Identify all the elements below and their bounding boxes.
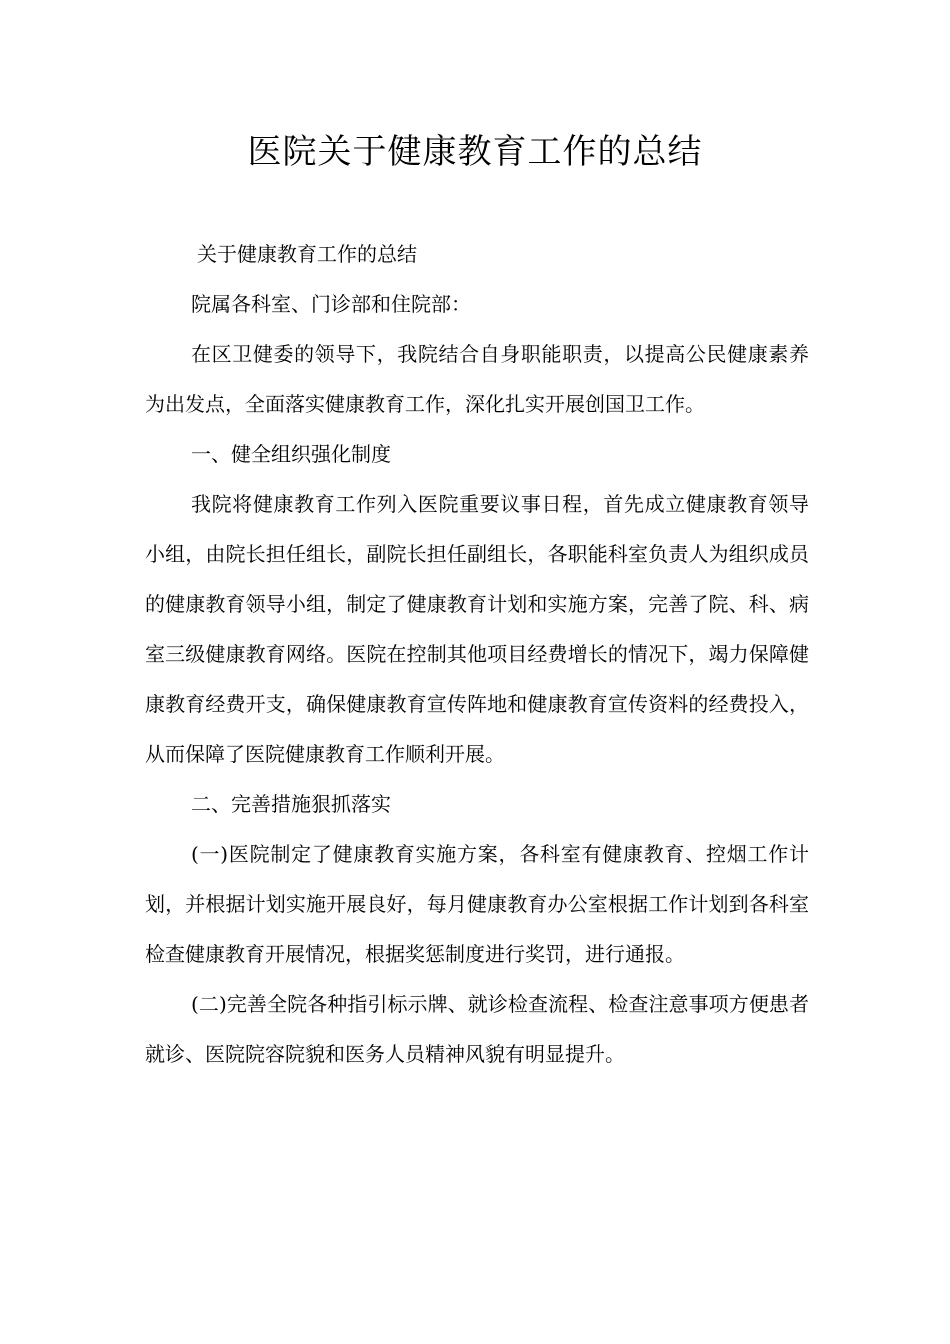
document-body — [145, 229, 809, 1079]
section-1-paragraph: 我院将健康教育工作列入医院重要议事日程，首先成立健康教育领导小组，由院长担任组长，副院长担任副组长，各职能科室负责人为组织成员的健康教育领导小组，制定了健康教育计划和实施方案，完善了院、科、病室三级健康教育网络。医院在控制其他项目经费增长的情况下，竭力保障健康教育经费开支，确保健康教育宣传阵地和健康教育宣传资料的经费投入，从而保障了医院健康教育工作顺利开展。 — [145, 492, 809, 766]
subtitle-paragraph: 关于健康教育工作的总结 — [197, 242, 417, 266]
intro-paragraph: 在区卫健委的领导下，我院结合自身职能职责，以提高公民健康素养为出发点，全面落实健康教育工作，深化扎实开展创国卫工作。 — [145, 342, 809, 416]
section-heading-1: 一、健全组织强化制度 — [191, 442, 391, 466]
salutation-paragraph: 院属各科室、门诊部和住院部： — [191, 292, 471, 316]
document-title: 医院关于健康教育工作的总结 — [247, 132, 703, 172]
section-heading-2: 二、完善措施狠抓落实 — [191, 792, 391, 816]
section-2-item-2: (二)完善全院各种指引标示牌、就诊检查流程、检查注意事项方便患者就诊、医院院容院貌和医务人员精神风貌有明显提升。 — [145, 992, 809, 1066]
section-2-item-1: (一)医院制定了健康教育实施方案，各科室有健康教育、控烟工作计划，并根据计划实施开展良好，每月健康教育办公室根据工作计划到各科室检查健康教育开展情况，根据奖惩制度进行奖罚，进行通报。 — [145, 842, 809, 966]
